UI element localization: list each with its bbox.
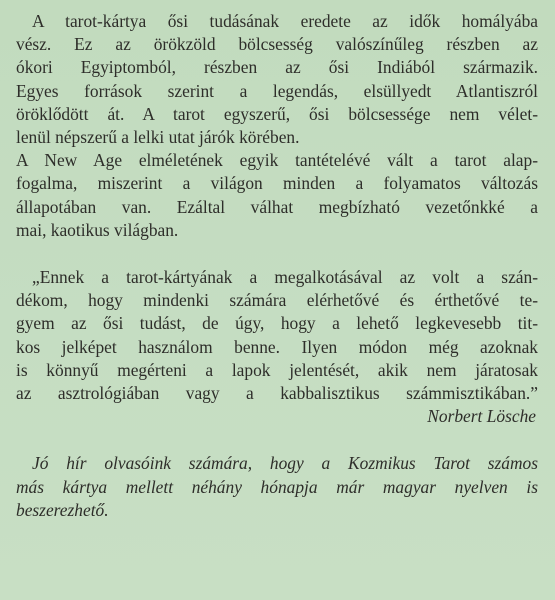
text-line: Egyes források szerint a legendás, elsüllyedt Atlantiszról (16, 80, 538, 101)
intro-paragraph (16, 10, 538, 149)
text-line: beszerezhető. (16, 499, 109, 520)
quote-author: Norbert Lösche (427, 406, 536, 427)
text-line: öröklődött át. A tarot egyszerű, ősi bölcsessége nem vélet- (16, 103, 538, 124)
text-line: vész. Ez az örökzöld bölcsesség valószínűleg részben az (16, 34, 538, 55)
text-line: állapotában van. Ezáltal válhat megbízható vezetőnkké a (16, 196, 538, 217)
text-line: dékom, hogy mindenki számára elérhetővé és érthetővé te- (16, 290, 538, 311)
quote-paragraph (16, 266, 538, 405)
text-line: fogalma, miszerint a világon minden a folyamatos változás (16, 173, 538, 194)
note-paragraph (16, 452, 538, 522)
text-line: Jó hír olvasóink számára, hogy a Kozmikus Tarot számos (32, 453, 538, 474)
text-line: A tarot-kártya ősi tudásának eredete az idők homályába (32, 11, 538, 31)
text-line: gyem az ősi tudást, de úgy, hogy a lehető legkevesebb tit- (16, 313, 538, 334)
text-line: ókori Egyiptomból, részben az ősi Indiából származik. (16, 57, 538, 78)
text-line: is könnyű megérteni a lapok jelentését, akik nem járatosak (16, 359, 538, 380)
new-age-paragraph (16, 149, 538, 242)
text-line: az asztrológiában vagy a kabbalisztikus számmisztikában.” (16, 383, 538, 404)
text-line: mai, kaotikus világban. (16, 219, 179, 240)
text-line: kos jelképet használom benne. Ilyen módon még azoknak (16, 336, 538, 357)
text-line: „Ennek a tarot-kártyának a megalkotásával az volt a szán- (32, 267, 538, 288)
text-line: A New Age elméletének egyik tantételévé vált a tarot alap- (16, 150, 538, 171)
text-line: más kártya mellett néhány hónapja már magyar nyelven is (16, 476, 538, 497)
text-line: lenül népszerű a lelki utat járók körében. (16, 127, 300, 148)
